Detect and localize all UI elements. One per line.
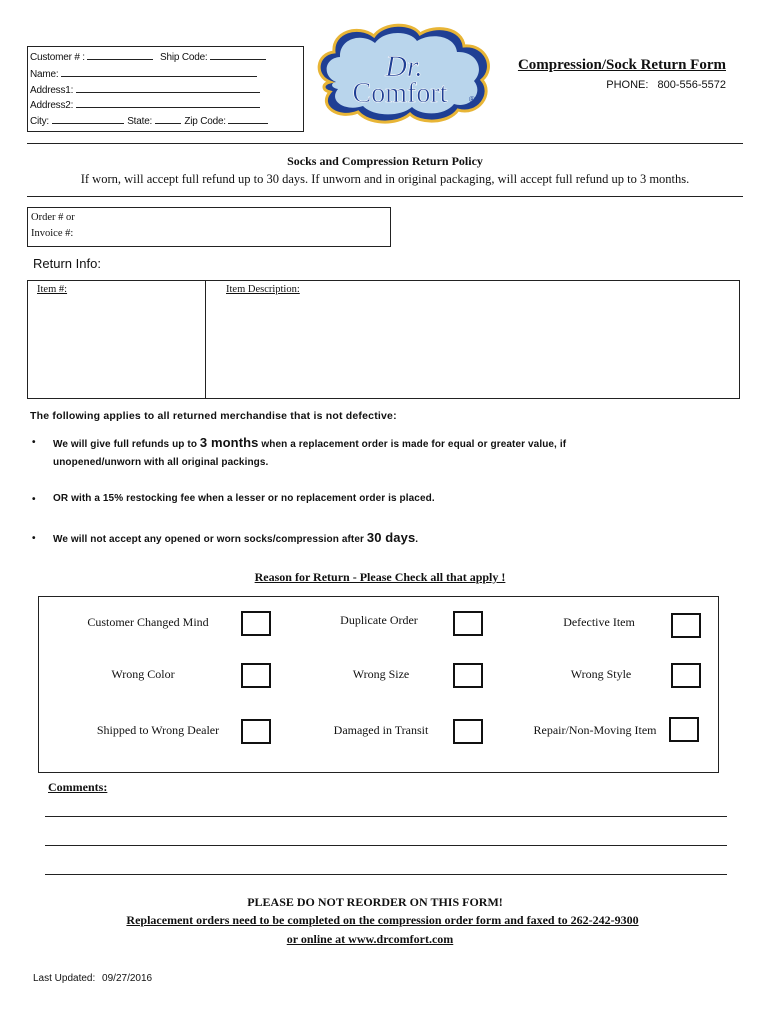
last-updated-date: 09/27/2016 xyxy=(102,973,153,984)
bullet-1-emphasis: 3 months xyxy=(199,435,259,450)
comment-line-2[interactable] xyxy=(45,845,727,846)
return-info-label: Return Info: xyxy=(33,256,101,271)
last-updated xyxy=(33,973,152,984)
policy-title: Socks and Compression Return Policy xyxy=(287,154,483,168)
bullet-2-text: OR with a 15% restocking fee when a lesser or no replacement order is placed. xyxy=(53,493,435,504)
city-label: City: xyxy=(30,116,50,127)
bullet-1-marker: • xyxy=(32,437,36,448)
customer-info-box xyxy=(27,46,304,132)
name-field[interactable] xyxy=(61,67,257,77)
footer-website: or online at www.drcomfort.com xyxy=(286,932,454,946)
name-label: Name: xyxy=(30,69,59,80)
ship-code-field[interactable] xyxy=(210,50,266,60)
bullet-3-marker: • xyxy=(32,533,36,544)
ship-code-label: Ship Code: xyxy=(160,52,208,63)
option-wrong-color-checkbox[interactable] xyxy=(241,663,271,688)
divider-top xyxy=(27,143,743,144)
return-table-divider xyxy=(205,281,206,398)
reason-heading: Reason for Return - Please Check all that apply ! xyxy=(254,570,506,584)
option-wrong-style-checkbox[interactable] xyxy=(671,663,701,688)
divider-policy xyxy=(27,196,743,197)
name-row xyxy=(30,67,257,81)
logo-text-comfort: Comfort xyxy=(352,78,448,109)
footer-warning: PLEASE DO NOT REORDER ON THIS FORM! xyxy=(247,895,503,909)
city-row xyxy=(30,114,268,128)
address2-field[interactable] xyxy=(76,98,260,108)
customer-number-field[interactable] xyxy=(87,50,153,60)
address1-row xyxy=(30,83,260,97)
comment-line-3[interactable] xyxy=(45,874,727,875)
option-duplicate-order-label: Duplicate Order xyxy=(340,613,418,627)
bullet-3-pre: We will not accept any opened or worn socks/compression after xyxy=(53,534,367,545)
reason-checklist xyxy=(38,596,719,773)
policy-text: If worn, will accept full refund up to 30 days. If unworn and in original packaging, will accept full refund up to 3 months. xyxy=(80,172,690,186)
order-invoice-field[interactable] xyxy=(27,207,391,247)
city-field[interactable] xyxy=(52,114,124,124)
terms-heading: The following applies to all returned merchandise that is not defective: xyxy=(30,410,397,422)
customer-number-label: Customer # : xyxy=(30,52,85,63)
comment-line-1[interactable] xyxy=(45,816,727,817)
option-wrong-size-checkbox[interactable] xyxy=(453,663,483,688)
option-damaged-in-transit-label: Damaged in Transit xyxy=(333,723,429,737)
return-info-table xyxy=(27,280,740,399)
item-description-field[interactable] xyxy=(207,299,739,397)
address2-row xyxy=(30,98,260,112)
bullet-1-text-line2: unopened/unworn with all original packings. xyxy=(53,457,269,468)
option-repair-non-moving-item-checkbox[interactable] xyxy=(669,717,699,742)
form-title: Compression/Sock Return Form xyxy=(517,57,726,73)
option-wrong-size-label: Wrong Size xyxy=(352,667,410,681)
option-duplicate-order-checkbox[interactable] xyxy=(453,611,483,636)
option-defective-item-label: Defective Item xyxy=(563,615,635,629)
option-customer-changed-mind-checkbox[interactable] xyxy=(241,611,271,636)
option-repair-non-moving-item-label: Repair/Non-Moving Item xyxy=(533,723,657,737)
bullet-3-text xyxy=(53,530,418,545)
item-number-header: Item #: xyxy=(37,284,68,295)
option-customer-changed-mind-label: Customer Changed Mind xyxy=(87,615,209,629)
bullet-3-post: . xyxy=(415,534,419,545)
address1-label: Address1: xyxy=(30,85,74,96)
bullet-1-text xyxy=(53,435,566,450)
comments-label: Comments: xyxy=(48,780,108,794)
option-wrong-color-label: Wrong Color xyxy=(111,667,175,681)
option-shipped-to-wrong-dealer-label: Shipped to Wrong Dealer xyxy=(96,723,220,737)
invoice-label: Invoice #: xyxy=(31,228,74,239)
phone-number: 800-556-5572 xyxy=(657,79,726,91)
zip-code-field[interactable] xyxy=(228,114,268,124)
customer-number-row xyxy=(30,50,266,64)
zip-code-label: Zip Code: xyxy=(184,116,226,127)
order-label: Order # or xyxy=(31,212,75,223)
option-wrong-style-label: Wrong Style xyxy=(570,667,632,681)
dr-comfort-logo xyxy=(312,22,494,124)
bullet-2-marker: • xyxy=(32,494,36,505)
footer-instructions: Replacement orders need to be completed on the compression order form and faxed to 262-242-9300 xyxy=(126,913,639,927)
option-damaged-in-transit-checkbox[interactable] xyxy=(453,719,483,744)
option-defective-item-checkbox[interactable] xyxy=(671,613,701,638)
registered-mark: ® xyxy=(469,95,475,104)
address1-field[interactable] xyxy=(76,83,260,93)
item-number-field[interactable] xyxy=(28,299,204,397)
phone-line xyxy=(500,79,726,91)
phone-label: PHONE: xyxy=(606,79,649,91)
last-updated-label: Last Updated: xyxy=(33,973,96,984)
bullet-1-pre: We will give full refunds up to xyxy=(53,439,200,450)
bullet-3-emphasis: 30 days xyxy=(366,530,416,545)
bullet-1-post: when a replacement order is made for equal or greater value, if xyxy=(258,439,567,450)
option-shipped-to-wrong-dealer-checkbox[interactable] xyxy=(241,719,271,744)
state-label: State: xyxy=(127,116,153,127)
address2-label: Address2: xyxy=(30,100,74,111)
logo-text-dr: Dr. xyxy=(385,50,423,83)
state-field[interactable] xyxy=(155,114,181,124)
item-description-header: Item Description: xyxy=(226,284,300,295)
